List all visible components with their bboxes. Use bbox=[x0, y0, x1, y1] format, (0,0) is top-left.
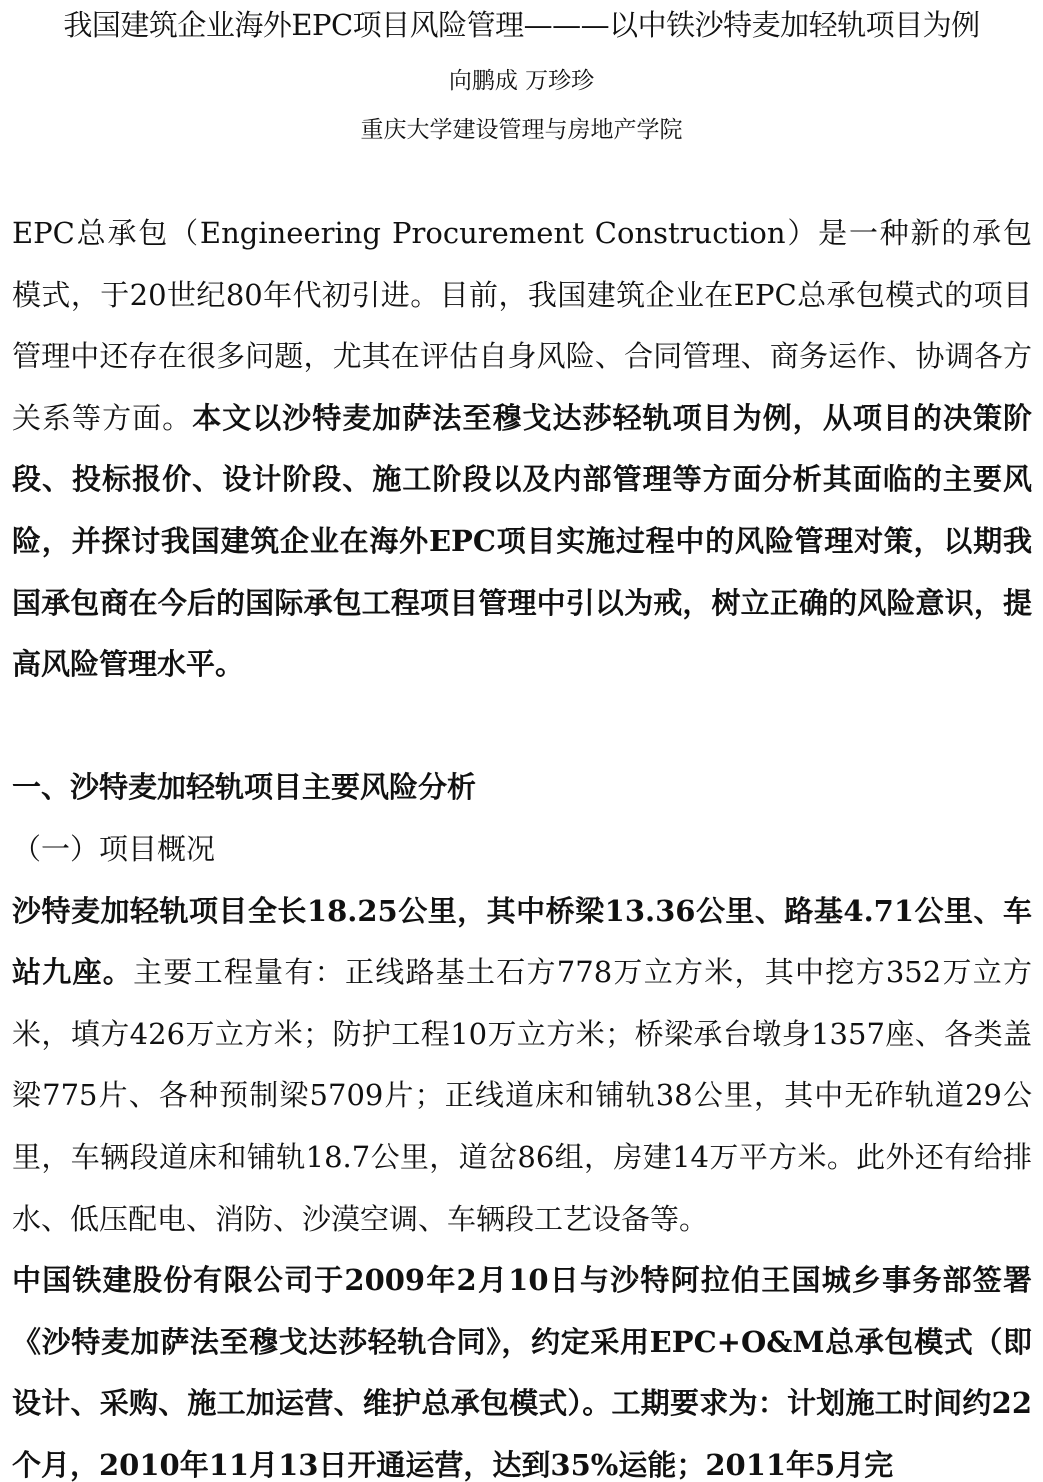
overview-bold-text: 沙特麦加轻轨项目全长18.25公里，其中桥梁13.36公里、路基4.71公里、车站九座。 bbox=[12, 893, 1032, 990]
intro-normal-text: EPC总承包（Engineering Procurement Construction）是一种新的承包模式，于20世纪80年代初引进。目前，我国建筑企业在EPC总承包模式的项目管理中还存在很多问题，尤其在评估自身风险、合同管理、商务运作、协调各方关系等方面。 bbox=[12, 216, 1032, 435]
intro-paragraph bbox=[12, 203, 1032, 696]
paper-title: 我国建筑企业海外EPC项目风险管理———以中铁沙特麦加轻轨项目为例 bbox=[63, 8, 980, 42]
document-body bbox=[12, 203, 1032, 1482]
paragraph-spacer bbox=[12, 696, 1032, 758]
intro-bold-text: 本文以沙特麦加萨法至穆戈达莎轻轨项目为例，从项目的决策阶段、投标报价、设计阶段、施工阶段以及内部管理等方面分析其面临的主要风险，并探讨我国建筑企业在海外EPC项目实施过程中的风险管理对策，以期我国承包商在今后的国际承包工程项目管理中引以为戒，树立正确的风险意识，提高风险管理水平。 bbox=[12, 400, 1032, 682]
overview-normal-text: 主要工程量有：正线路基土石方778万立方米，其中挖方352万立方米，填方426万立方米；防护工程10万立方米；桥梁承台墩身1357座、各类盖梁775片、各种预制梁5709片；正线道床和铺轨38公里，其中无砟轨道29公里，车辆段道床和铺轨18.7公里，道岔86组，房建14万平方米。此外还有给排水、低压配电、消防、沙漠空调、车辆段工艺设备等。 bbox=[12, 955, 1032, 1236]
section-heading: 一、沙特麦加轻轨项目主要风险分析 bbox=[12, 770, 477, 805]
contract-paragraph: 中国铁建股份有限公司于2009年2月10日与沙特阿拉伯王国城乡事务部签署《沙特麦加萨法至穆戈达莎轻轨合同》，约定采用EPC+O&M总承包模式（即设计、采购、施工加运营、维护总承包模式）。工期要求为：计划施工时间约22个月，2010年11月13日开通运营，达到35%运能；2011年5月完 bbox=[12, 1263, 1032, 1482]
paper-authors: 向鹏成 万珍珍 bbox=[448, 68, 595, 94]
overview-paragraph bbox=[12, 881, 1032, 1251]
section-subheading: （一）项目概况 bbox=[12, 831, 216, 866]
paper-affiliation: 重庆大学建设管理与房地产学院 bbox=[360, 117, 683, 143]
